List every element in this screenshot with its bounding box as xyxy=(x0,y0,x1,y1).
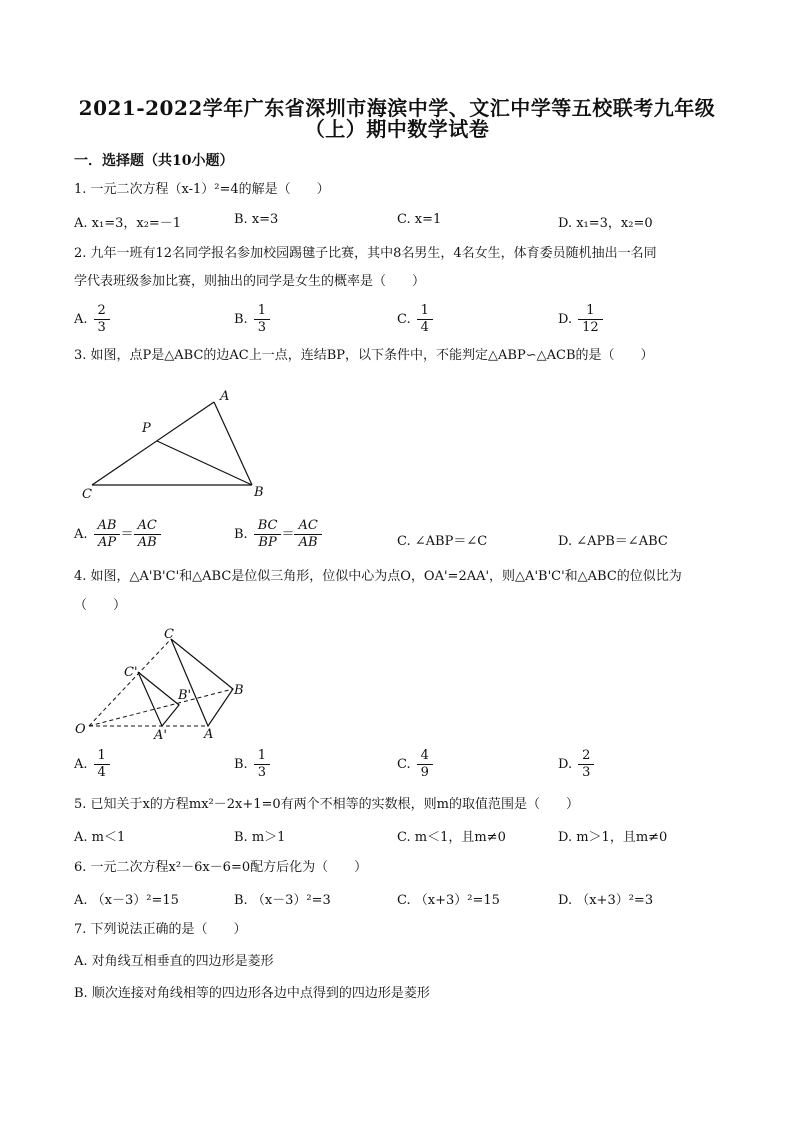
q1-option-d: D. x₁=3，x₂=0 xyxy=(558,216,653,231)
fraction: $\frac{AC}{AB}$ xyxy=(134,518,161,551)
question-1-stem: 1. 一元二次方程（x-1）²=4的解是（ ） xyxy=(74,182,330,197)
q6-option-a: A. （x－3）²=15 xyxy=(74,893,179,908)
q5-option-a: A. m＜1 xyxy=(74,830,126,845)
segment-bp xyxy=(157,441,252,485)
segment-ab xyxy=(214,402,252,485)
question-7-stem: 7. 下列说法正确的是（ ） xyxy=(74,922,247,937)
segment-ac xyxy=(92,402,214,485)
equals-sign: ＝ xyxy=(281,527,295,542)
q2-option-b: B. $\frac{1}{3}$ xyxy=(234,303,270,336)
q3-option-c: C. ∠ABP＝∠C xyxy=(397,534,488,549)
triangle-abc xyxy=(171,639,233,726)
question-4-stem-line2: （ ） xyxy=(74,598,127,613)
label-a: A xyxy=(220,389,230,404)
fraction: $\frac{1}{3}$ xyxy=(254,748,270,781)
q7-option-b: B. 顺次连接对角线相等的四边形各边中点得到的四边形是菱形 xyxy=(74,986,430,1001)
q1-option-a: A. x₁=3，x₂=－1 xyxy=(74,216,182,231)
fraction: $\frac{2}{3}$ xyxy=(578,748,594,781)
label-b-prime: B' xyxy=(178,688,192,703)
q6-option-d: D. （x+3）²=3 xyxy=(558,893,654,908)
q3-option-b: B. $\frac{BC}{BP}$ ＝ $\frac{AC}{AB}$ xyxy=(234,518,322,551)
q6-option-b: B. （x－3）²=3 xyxy=(234,893,331,908)
fraction: $\frac{1}{12}$ xyxy=(578,303,603,336)
triangle-figure-q3 xyxy=(74,380,284,505)
q5-option-c: C. m＜1，且m≠0 xyxy=(397,830,506,845)
q1-option-c: C. x=1 xyxy=(397,212,442,227)
q4-option-a: A. $\frac{1}{4}$ xyxy=(74,748,110,781)
label-c-prime: C' xyxy=(124,665,138,680)
fraction: $\frac{BC}{BP}$ xyxy=(254,518,282,551)
fraction: $\frac{4}{9}$ xyxy=(417,748,433,781)
label-b: B xyxy=(254,485,264,500)
q4-option-d: D. $\frac{2}{3}$ xyxy=(558,748,594,781)
equals-sign: ＝ xyxy=(120,527,134,542)
fraction: $\frac{2}{3}$ xyxy=(94,303,110,336)
question-4-stem-line1: 4. 如图，△A'B'C'和△ABC是位似三角形，位似中心为点O，OA'=2AA'，则△A'B'C'和△ABC的位似比为 xyxy=(74,569,682,584)
question-2-stem-line2: 学代表班级参加比赛，则抽出的同学是女生的概率是（ ） xyxy=(74,274,426,289)
label-a: A xyxy=(204,727,214,742)
label-b: B xyxy=(234,683,244,698)
fraction: $\frac{AC}{AB}$ xyxy=(294,518,321,551)
q3-option-a: A. $\frac{AB}{AP}$ ＝ $\frac{AC}{AB}$ xyxy=(74,518,161,551)
section-heading: 一．选择题（共10小题） xyxy=(74,153,234,169)
q2-option-d: D. $\frac{1}{12}$ xyxy=(558,303,603,336)
fraction: $\frac{1}{4}$ xyxy=(417,303,433,336)
q7-option-a: A. 对角线互相垂直的四边形是菱形 xyxy=(74,954,274,969)
label-c: C xyxy=(164,627,174,642)
question-5-stem: 5. 已知关于x的方程mx²－2x+1=0有两个不相等的实数根，则m的取值范围是（ ） xyxy=(74,797,579,812)
label-p: P xyxy=(142,421,151,436)
q5-option-d: D. m＞1，且m≠0 xyxy=(558,830,668,845)
fraction: $\frac{1}{4}$ xyxy=(94,748,110,781)
q3-option-d: D. ∠APB＝∠ABC xyxy=(558,534,668,549)
document-title-line1: 2021-2022学年广东省深圳市海滨中学、文汇中学等五校联考九年级 xyxy=(78,96,716,120)
q4-option-b: B. $\frac{1}{3}$ xyxy=(234,748,270,781)
ray-oc xyxy=(89,639,171,726)
q5-option-b: B. m＞1 xyxy=(234,830,286,845)
label-c: C xyxy=(82,487,92,502)
q2-option-c: C. $\frac{1}{4}$ xyxy=(397,303,433,336)
q2-option-a: A. $\frac{2}{3}$ xyxy=(74,303,110,336)
triangle-a1b1c1 xyxy=(138,672,179,726)
q4-option-c: C. $\frac{4}{9}$ xyxy=(397,748,433,781)
question-6-stem: 6. 一元二次方程x²－6x－6=0配方后化为（ ） xyxy=(74,860,368,875)
label-a-prime: A' xyxy=(154,728,167,743)
fraction: $\frac{AB}{AP}$ xyxy=(94,518,121,551)
document-title-line2: （上）期中数学试卷 xyxy=(304,117,490,141)
question-3-stem: 3. 如图，点P是△ABC的边AC上一点，连结BP，以下条件中，不能判定△ABP∽△ACB的是（ ） xyxy=(74,348,654,363)
q6-option-c: C. （x+3）²=15 xyxy=(397,893,500,908)
homothety-figure-q4 xyxy=(70,625,260,745)
fraction: $\frac{1}{3}$ xyxy=(254,303,270,336)
question-2-stem-line1: 2. 九年一班有12名同学报名参加校园踢毽子比赛，其中8名男生，4名女生，体育委员随机抽出一名同 xyxy=(74,246,657,261)
label-o: O xyxy=(75,722,86,737)
q1-option-b: B. x=3 xyxy=(234,212,279,227)
